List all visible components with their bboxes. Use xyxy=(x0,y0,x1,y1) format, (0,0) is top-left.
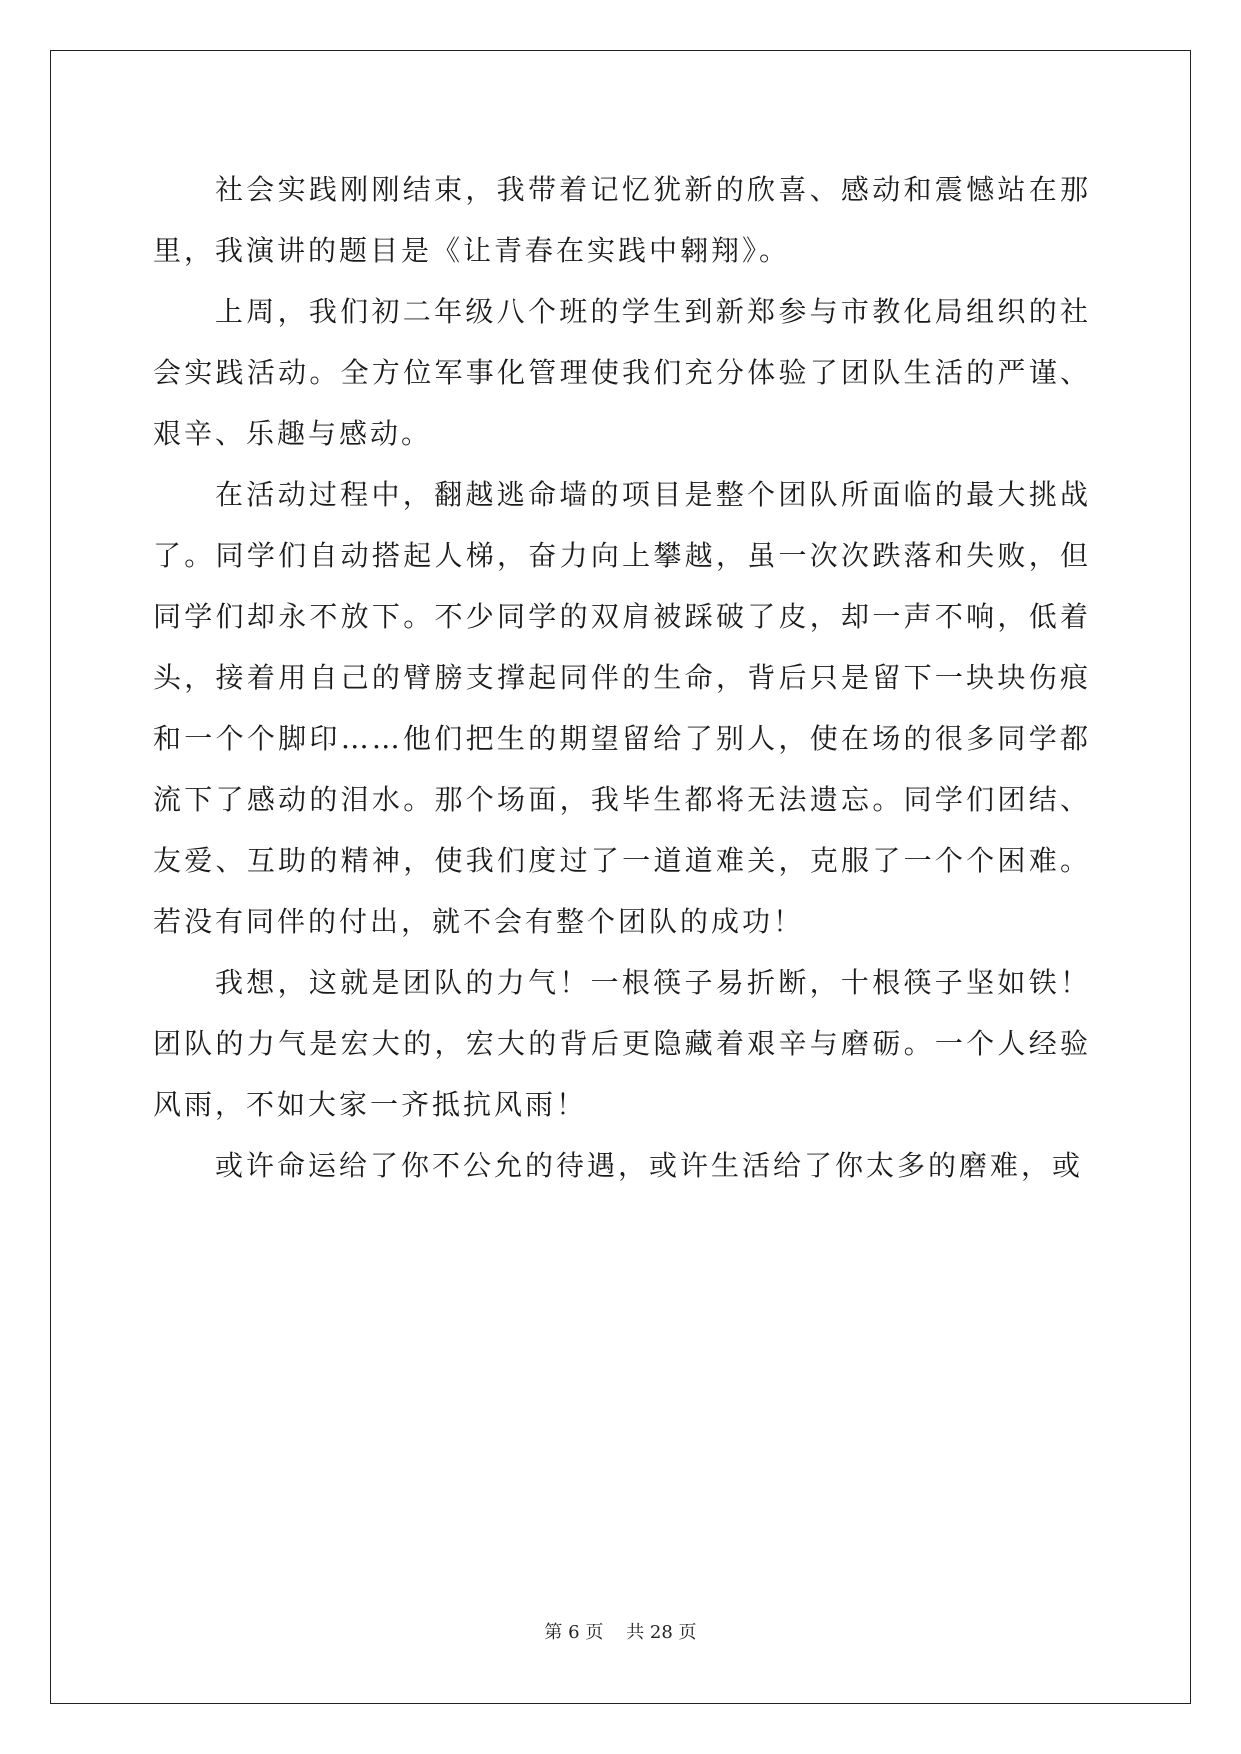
paragraph-3: 在活动过程中，翻越逃命墙的项目是整个团队所面临的最大挑战了。同学们自动搭起人梯，奋力向上攀越，虽一次次跌落和失败，但同学们却永不放下。不少同学的双肩被踩破了皮，却一声不响，低着头，接着用自己的臂膀支撑起同伴的生命，背后只是留下一块块伤痕和一个个脚印……他们把生的期望留给了别人，使在场的很多同学都流下了感动的泪水。那个场面，我毕生都将无法遗忘。同学们团结、友爱、互助的精神，使我们度过了一道道难关，克服了一个个困难。若没有同伴的付出，就不会有整个团队的成功！ xyxy=(153,478,1091,938)
paragraph-1: 社会实践刚刚结束，我带着记忆犹新的欣喜、感动和震憾站在那里，我演讲的题目是《让青春在实践中翱翔》。 xyxy=(153,173,1091,267)
document-body xyxy=(153,159,1091,1196)
paragraph-4: 我想，这就是团队的力气！一根筷子易折断，十根筷子坚如铁！团队的力气是宏大的，宏大的背后更隐藏着艰辛与磨砺。一个人经验风雨，不如大家一齐抵抗风雨！ xyxy=(153,966,1091,1121)
page-number: 第 6 页 共 28 页 xyxy=(544,1622,697,1643)
paragraph-5: 或许命运给了你不公允的待遇，或许生活给了你太多的磨难，或 xyxy=(215,1149,1084,1182)
paragraph-2: 上周，我们初二年级八个班的学生到新郑参与市教化局组织的社会实践活动。全方位军事化管理使我们充分体验了团队生活的严谨、艰辛、乐趣与感动。 xyxy=(153,295,1091,450)
